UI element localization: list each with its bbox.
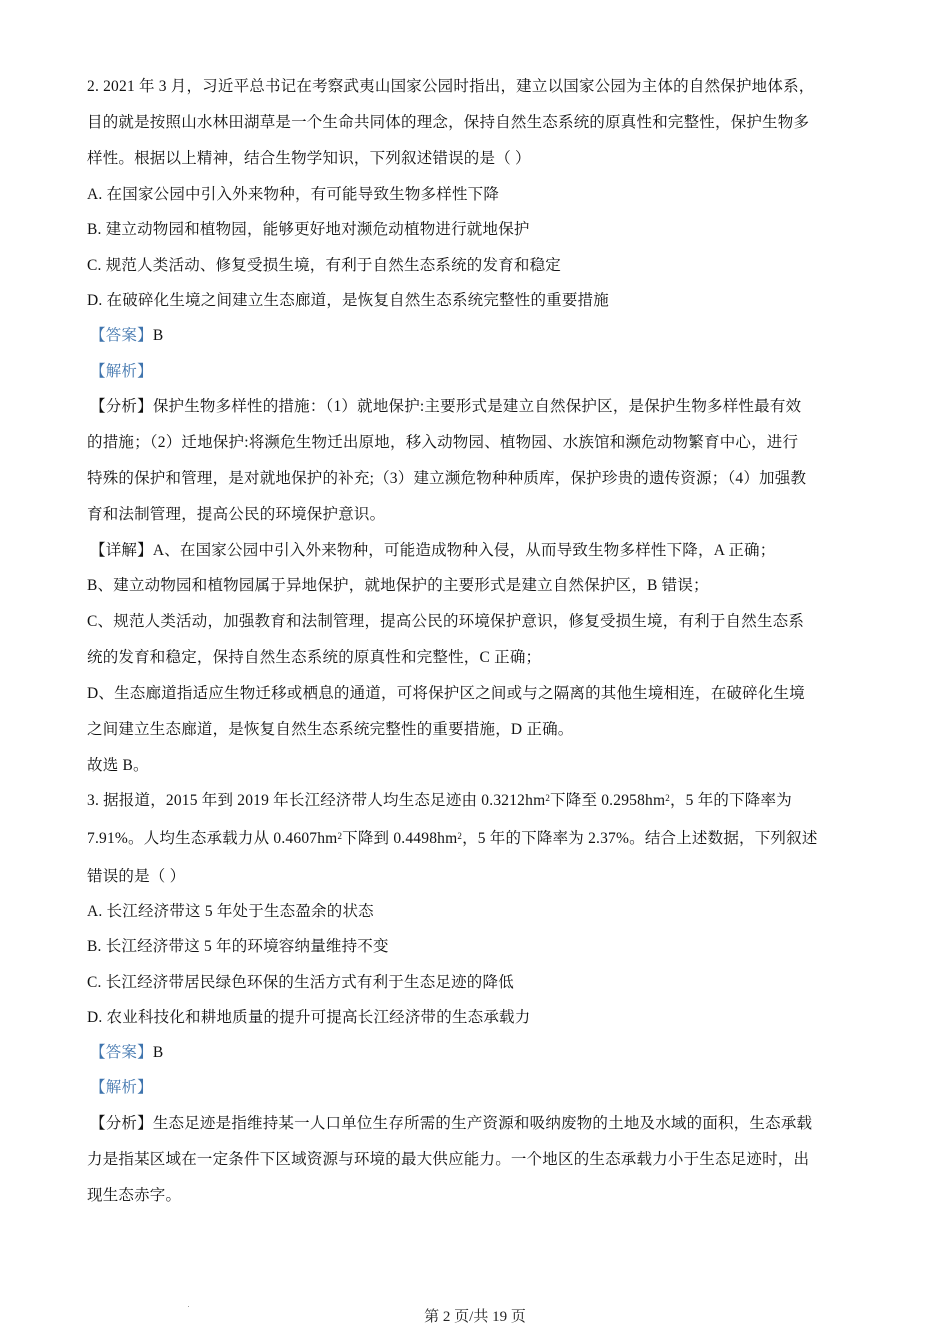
q3-analysis-label: 【解析】 [90, 1079, 153, 1096]
q2-option-a: A. 在国家公园中引入外来物种，有可能导致生物多样性下降 [87, 186, 500, 203]
answer-value: B [152, 327, 164, 344]
fenxi-label: 【分析】 [90, 398, 153, 415]
q2-fenxi-line-3: 特殊的保护和管理，是对就地保护的补充;（3）建立濒危物种种质库，保护珍贵的遗传资源；（4）加强教 [87, 470, 807, 487]
q3-fenxi-line-3: 现生态赤字。 [87, 1187, 182, 1204]
q2-answer [90, 326, 163, 346]
answer-value: B [152, 1044, 164, 1061]
q2-stem-line-2: 目的就是按照山水林田湖草是一个生命共同体的理念，保持自然生态系统的原真性和完整性，保护生物多 [87, 114, 810, 131]
q2-stem-line-3: 样性。根据以上精神，结合生物学知识，下列叙述错误的是（ ） [87, 150, 531, 167]
q2-xiangjie-line-5: D、生态廊道指适应生物迁移或栖息的通道，可将保护区之间或与之隔离的其他生境相连，在破碎化生境 [87, 685, 805, 702]
q2-stem-line-1: 2. 2021 年 3 月，习近平总书记在考察武夷山国家公园时指出，建立以国家公园为主体的自然保护地体系， [87, 78, 815, 95]
xiangjie-label: 【详解】 [90, 542, 153, 559]
q3-stem-line-3: 错误的是（ ） [87, 868, 186, 885]
q3-answer [90, 1043, 163, 1063]
page-indicator: 第 2 页/共 19 页 [424, 1309, 526, 1325]
q3-stem-line-1: 3. 据报道，2015 年到 2019 年长江经济带人均生态足迹由 $0.3212hm^2$下降至 $0.2958hm^2$，5 年的下降率为 [87, 792, 792, 809]
q2-fenxi-line-2: 的措施；（2）迁地保护:将濒危生物迁出原地，移入动物园、植物园、水族馆和濒危动物繁育中心，进行 [87, 434, 799, 451]
q2-fenxi-line-4: 育和法制管理，提高公民的环境保护意识。 [87, 506, 386, 523]
q2-xiangjie-line-4: 统的发育和稳定，保持自然生态系统的原真性和完整性，C 正确； [87, 649, 542, 666]
q3-fenxi-line-1: 【分析】生态足迹是指维持某一人口单位生存所需的生产资源和吸纳废物的土地及水域的面积，生态承载 [90, 1115, 813, 1132]
fenxi-label: 【分析】 [90, 1115, 153, 1132]
q2-xiangjie-line-6: 之间建立生态廊道，是恢复自然生态系统完整性的重要措施，D 正确。 [87, 721, 574, 738]
q2-option-b: B. 建立动物园和植物园，能够更好地对濒危动植物进行就地保护 [87, 221, 530, 238]
q3-option-b: B. 长江经济带这 5 年的环境容纳量维持不变 [87, 938, 389, 955]
q2-xiangjie-line-2: B、建立动物园和植物园属于异地保护，就地保护的主要形式是建立自然保护区，B 错误； [87, 577, 709, 594]
q2-option-d: D. 在破碎化生境之间建立生态廊道，是恢复自然生态系统完整性的重要措施 [87, 292, 609, 309]
q3-fenxi-line-2: 力是指某区域在一定条件下区域资源与环境的最大供应能力。一个地区的生态承载力小于生态足迹时，出 [87, 1151, 810, 1168]
q2-option-c: C. 规范人类活动、修复受损生境，有利于自然生态系统的发育和稳定 [87, 257, 561, 274]
q2-analysis-label: 【解析】 [90, 363, 153, 380]
q3-option-d: D. 农业科技化和耕地质量的提升可提高长江经济带的生态承载力 [87, 1009, 531, 1026]
q2-xiangjie-line-1: 【详解】A、在国家公园中引入外来物种，可能造成物种入侵，从而导致生物多样性下降，A 正确； [90, 542, 776, 559]
q2-conclusion: 故选 B。 [87, 757, 149, 774]
q2-fenxi-line-1: 【分析】保护生物多样性的措施：（1）就地保护:主要形式是建立自然保护区，是保护生物多样性最有效 [90, 398, 802, 415]
answer-label: 【答案】 [90, 327, 153, 344]
answer-label: 【答案】 [90, 1044, 153, 1061]
q3-stem-line-2: 7.91%。人均生态承载力从 $0.4607hm^2$下降到 $0.4498hm^2$，5 年的下降率为 2.37%。结合上述数据，下列叙述 [87, 830, 818, 847]
q3-option-c: C. 长江经济带居民绿色环保的生活方式有利于生态足迹的降低 [87, 974, 514, 991]
q3-option-a: A. 长江经济带这 5 年处于生态盈余的状态 [87, 903, 374, 920]
q2-xiangjie-line-3: C、规范人类活动，加强教育和法制管理，提高公民的环境保护意识，修复受损生境，有利于自然生态系 [87, 613, 805, 630]
